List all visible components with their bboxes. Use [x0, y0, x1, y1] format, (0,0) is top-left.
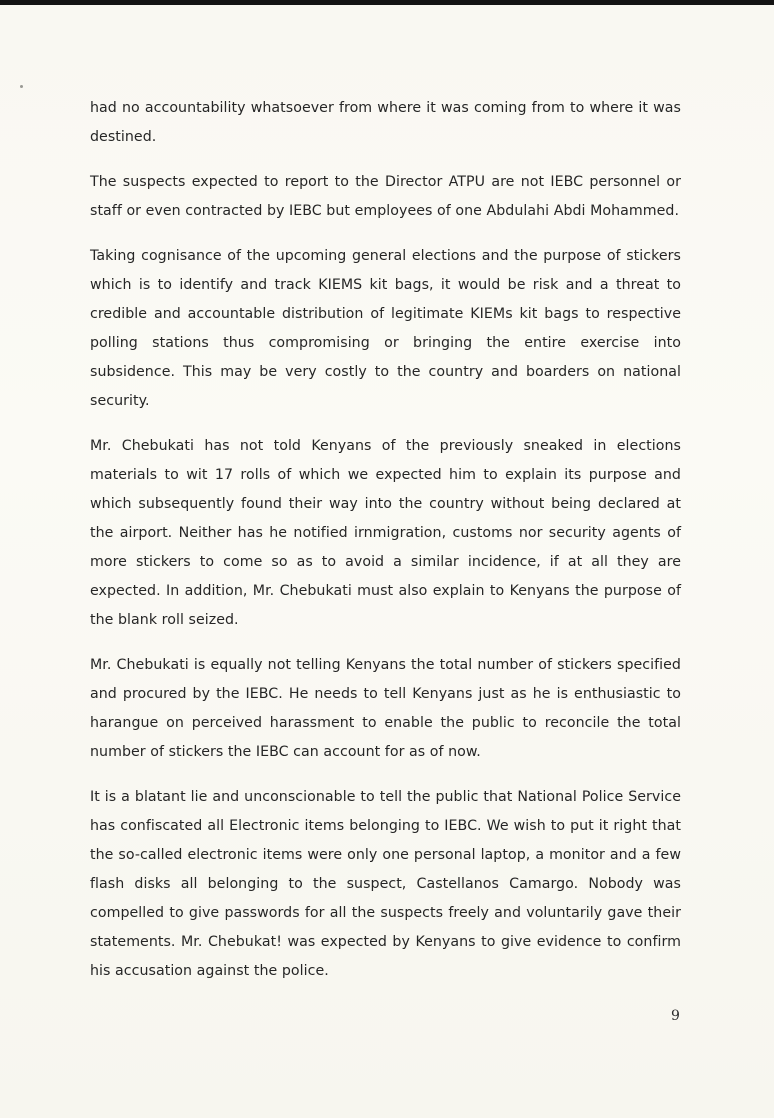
paragraph-6: It is a blatant lie and unconscionable to tell the public that National Police Service has confiscated all Electronic items belonging to IEBC. We wish to put it right that the so-called electronic items were only one personal laptop, a monitor and a few flash disks all belonging to the suspect, Castellanos Camargo. Nobody was compelled to give passwords for all the suspects freely and voluntarily gave their statements. Mr. Chebukat! was expected by Kenyans to give evidence to confirm his accusation against the police.: [90, 789, 681, 979]
paragraph-4: Mr. Chebukati has not told Kenyans of the previously sneaked in elections materials to wit 17 rolls of which we expected him to explain its purpose and which subsequently found their way into the country without being declared at the airport. Neither has he notified irnmigration, customs nor security agents of more stickers to come so as to avoid a similar incidence, if at all they are expected. In addition, Mr. Chebukati must also explain to Kenyans the purpose of the blank roll seized.: [90, 438, 681, 628]
paragraph-3: Taking cognisance of the upcoming general elections and the purpose of stickers which is to identify and track KIEMS kit bags, it would be risk and a threat to credible and accountable distribution of legitimate KIEMs kit bags to respective polling stations thus compromising or bringing the entire exercise into subsidence. This may be very costly to the country and boarders on national security.: [90, 248, 681, 409]
document-body: [90, 94, 681, 1002]
paragraph-2: The suspects expected to report to the Director ATPU are not IEBC personnel or staff or even contracted by IEBC but employees of one Abdulahi Abdi Mohammed.: [90, 174, 681, 219]
scan-speck: [20, 85, 23, 88]
paragraph-5: Mr. Chebukati is equally not telling Kenyans the total number of stickers specified and procured by the IEBC. He needs to tell Kenyans just as he is enthusiastic to harangue on perceived harassment to enable the public to reconcile the total number of stickers the IEBC can account for as of now.: [90, 657, 681, 760]
page-number: 9: [671, 1008, 680, 1024]
paragraph-1: had no accountability whatsoever from where it was coming from to where it was destined.: [90, 100, 681, 145]
